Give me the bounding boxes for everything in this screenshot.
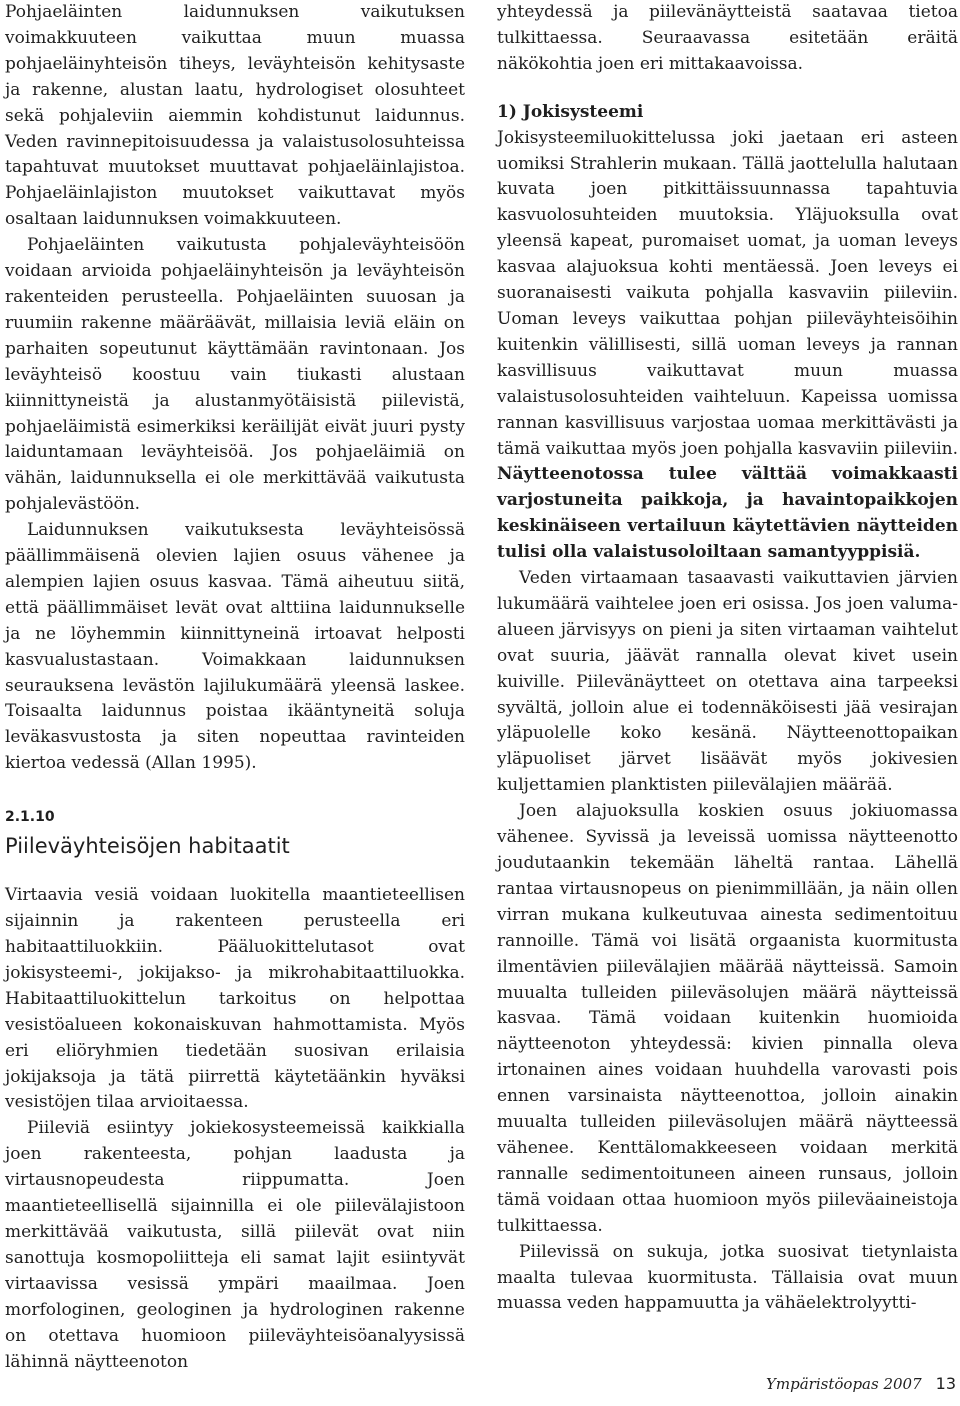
- paragraph-lower-reaches: Joen alajuoksulla koskien osuus jokiuomassa vähenee. Syvissä ja leveissä uomissa näytteenotto joudutaankin tekemään läheltä rantaa. Lähellä rantaa virtausnopeus on pienimmillään, ja näin ollen virran mukana kulkeutuvaa ainesta sedimentoituu rannoille. Tämä voi lisätä orgaanista kuormitusta ilmentävien piilevälajien määrää näytteissä. Samoin muualta tulleiden piileväsolujen määrä näytteissä kasvaa. Tämä voidaan kuitenkin huomioida näytteenoton yhteydessä: kivien pinnalla oleva irtonainen aines voidaan huuhdella varovasti pois ennen varsinaista näytteenottoa, jolloin ainakin muualta tulleiden piileväsolujen määrä näytteessä vähenee. Kenttälomakkeeseen voidaan merkitä rannalle sedimentoituneen aineen runsaus, jolloin tämä voidaan ottaa huomioon myös piileväaineistoja tulkittaessa.: [497, 801, 958, 1236]
- paragraph-lakes: Veden virtaamaan tasaavasti vaikuttavien järvien lukumäärä vaihtelee joen eri osissa. Jos joen valuma-alueen järvisyys on pieni ja siten virtaaman vaihtelut ovat suuria, jäävät rannalla olevat kivet usein kuiville. Piilevänäytteet on otettava aina tarpeeksi syvältä, jolloin alue ei todennäköisesti jää vesirajan yläpuolelle koko kesänä. Näytteenottopaikan yläpuoliset järvet lisäävät myös jokivesien kuljettamien planktisten piilevälajien määrää.: [497, 568, 958, 796]
- page-footer: [760, 1374, 956, 1393]
- paragraph-diatom-occurrence: Piileviä esiintyy jokiekosysteemeissä kaikkialla joen rakenteesta, pohjan laadusta ja virtausnopeudesta riippumatta. Joen maantieteellisellä sijainnilla ei ole piilevälajistoon merkittävää vaikutusta, sillä piilevät ovat niin sanottuja kosmopoliitteja eli samat lajit esiintyvät virtaavissa vesissä ympäri maailmaa. Joen morfologinen, geologinen ja hydrologinen rakenne on otettava huomioon piileväyhteisöanalyysissä lähinnä näytteenoton: [5, 1118, 465, 1372]
- river-system-text: Jokisysteemiluokittelussa joki jaetaan eri asteen uomiksi Strahlerin mukaan. Tällä jaottelulla halutaan kuvata joen pitkittäissuunnassa tapahtuvia kasvuolosuhteiden muutoksia. Yläjuoksulla ovat yleensä kapeat, puromaiset uomat, ja uoman leveys kasvaa alajuoksua kohti mentäessä. Joen leveys ei suoranaisesti vaikuta pohjalla kasvaviin piileviin. Uoman leveys vaikuttaa pohjan piileväyhteisöihin kuitenkin välillisesti, sillä uoman leveys ja rannan kasvillisuus vaikuttavat muun muassa valaistusolosuhteiden vaihteluun. Kapeissa uomissa rannan kasvillisuus varjostaa uomaa merkittävästi ja tämä vaikuttaa myös joen pohjalla kasvaviin piileviin.: [497, 127, 958, 459]
- paragraph-grazing-intensity: Pohjaeläinten laidunnuksen vaikutuksen voimakkuuteen vaikuttaa muun muassa pohjaeläinyhteisön tiheys, leväyhteisön kehitysaste ja rakenne, alustan laatu, hydrologiset olosuhteet sekä pohjaleviin aiemmin kohdistunut laidunnus. Veden ravinnepitoisuudessa ja valaistusolosuhteissa tapahtuvat muutokset muuttavat pohjaeläinlajistoa. Pohjaeläinlajiston muutokset vaikuttavat myös osaltaan laidunnuksen voimakkuuteen.: [5, 2, 465, 230]
- sampling-guideline-bold: Näytteenotossa tulee välttää voimakkaasti varjostuneita paikkoja, ja havaintopaikkojen keskinäiseen vertailuun käytettävien näytteiden tulisi olla valaistusoloiltaan samantyyppisiä.: [497, 464, 958, 563]
- section-number: 2.1.10: [5, 809, 55, 826]
- paragraph-habitat-classes: Virtaavia vesiä voidaan luokitella maantieteellisen sijainnin ja rakenteen perusteella eri habitaattiluokkiin. Pääluokittelutasot ovat jokisysteemi-, jokijakso- ja mikrohabitaattiluokka. Habitaattiluokittelun tarkoitus on helpottaa vesistöalueen kokonaiskuvan hahmottamista. Myös eri eliöryhmien tiedetään suosivan erilaisia jokijaksoja ja tätä piirrettä käytetäänkin hyväksi vesistöjen tilaa arvioitaessa.: [5, 885, 465, 1113]
- page-number: 13: [935, 1374, 956, 1393]
- paragraph-genera: Piilevissä on sukuja, jotka suosivat tietynlaista maalta tulevaa kuormitusta. Tällaisia ovat muun muassa veden happamuutta ja vähäelektrolyytti-: [497, 1241, 958, 1314]
- subheading-river-system: 1) Jokisysteemi: [497, 101, 644, 122]
- paragraph-continuation: yhteydessä ja piilevänäytteistä saatavaa tietoa tulkittaessa. Seuraavassa esitetään eräitä näkökohtia joen eri mittakaavoissa.: [497, 2, 958, 74]
- publication-name: Ympäristöopas 2007: [766, 1375, 922, 1393]
- paragraph-grazing-assessment: Pohjaeläinten vaikutusta pohjaleväyhteisöön voidaan arvioida pohjaeläinyhteisön ja leväyhteisön rakenteiden perusteella. Pohjaeläinten suuosan ja ruumiin rakenne määräävät, millaisia leviä eläin on parhaiten sopeutunut käyttämään ravintonaan. Jos leväyhteisö koostuu vain tiukasti alustaan kiinnittyneistä ja alustanmyötäisistä piilevistä, pohjaeläimistä esimerkiksi keräilijät eivät juuri pysty laiduntamaan leväyhteisöä. Jos pohjaeläimiä on vähän, laidunnuksella ei ole merkittävää vaikutusta pohjalevästöön.: [5, 235, 465, 515]
- left-column: [5, 0, 465, 1375]
- paragraph-grazing-effects: Laidunnuksen vaikutuksesta leväyhteisössä päällimmäisenä olevien lajien osuus vähenee ja alempien lajien osuus kasvaa. Tämä aiheutuu siitä, että päällimmäiset levät ovat alttiina laidunnukselle ja ne löyhemmin kiinnittyneinä irtoavat helposti kasvualustastaan. Voimakkaan laidunnuksen seurauksena levästön lajilukumäärä yleensä laskee. Toisaalta laidunnus poistaa ikääntyneitä soluja leväkasvustosta ja siten nopeuttaa ravinteiden kiertoa vedessä (Allan 1995).: [5, 520, 465, 774]
- paragraph-river-system: [497, 126, 958, 566]
- right-column: [497, 0, 958, 1317]
- section-title: Piileväyhteisöjen habitaatit: [5, 834, 290, 859]
